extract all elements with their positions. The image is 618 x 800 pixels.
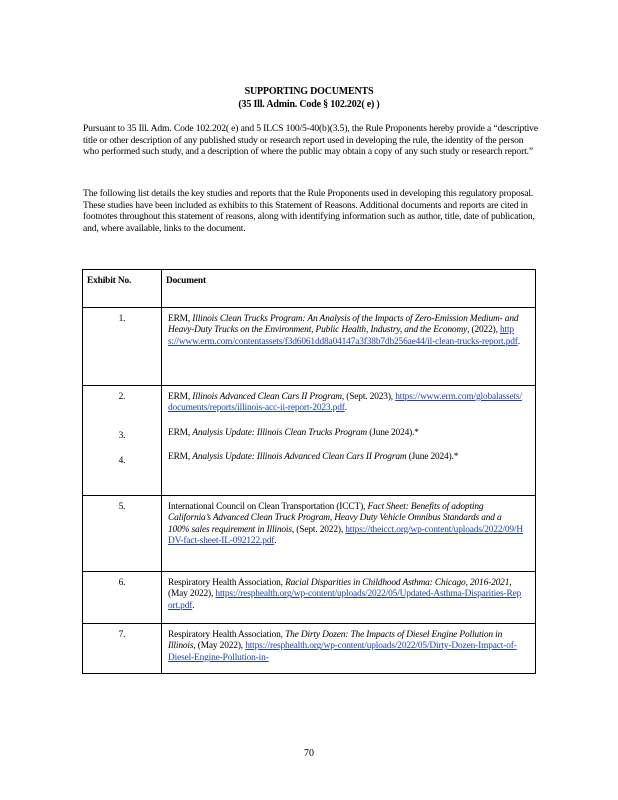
exhibit-title: Analysis Update: Illinois Advanced Clean Cars II Program xyxy=(192,452,407,463)
page-title: SUPPORTING DOCUMENTS xyxy=(244,86,374,97)
exhibit-details: , (Sept. 2023), xyxy=(341,392,394,402)
exhibit-document-group xyxy=(162,386,536,496)
exhibit-number: 1. xyxy=(83,308,162,386)
document-header: Document xyxy=(162,270,536,308)
exhibit-document xyxy=(168,428,523,439)
table-row xyxy=(83,308,536,386)
exhibit-suffix: . xyxy=(274,536,277,547)
exhibit-number: 6. xyxy=(83,572,162,624)
exhibit-details: , (Sept. 2022), xyxy=(291,524,344,535)
exhibit-link[interactable]: https://resphealth.org/wp-content/uploads/2022/05/Updated-Asthma-Disparities-Report.pdf xyxy=(168,589,522,611)
exhibit-link[interactable]: https://www.erm.com/globalassets/documents/reports/illinois-acc-ii-report-2023.pdf xyxy=(168,392,522,414)
exhibit-number: 3. xyxy=(118,431,126,442)
exhibit-document xyxy=(162,308,536,386)
exhibit-title: Illinois Advanced Clean Cars II Program xyxy=(192,392,342,402)
exhibit-link[interactable]: https://www.erm.com/contentassets/f3d6061dd8a04147a3f38b7db256ae44/il-clean-trucks-report.pdf xyxy=(168,325,518,347)
exhibit-link[interactable]: https://theicct.org/wp-content/uploads/2022/09/HDV-fact-sheet-IL-092122.pdf xyxy=(168,524,523,547)
exhibit-document xyxy=(168,452,523,463)
page-subtitle: (35 Ill. Admin. Code § 102.202( e) ) xyxy=(238,99,380,110)
exhibit-number: 5. xyxy=(83,496,162,572)
exhibit-suffix: . xyxy=(344,403,347,414)
exhibit-details: (June 2024).* xyxy=(406,452,459,463)
exhibit-suffix: . xyxy=(517,336,520,347)
exhibit-details: , (2022), xyxy=(467,325,498,336)
exhibits-table xyxy=(82,269,536,674)
exhibit-author: Respiratory Health Association, xyxy=(168,630,283,640)
exhibit-author: ERM, xyxy=(168,427,191,438)
exhibit-document xyxy=(162,572,536,624)
exhibit-document xyxy=(168,392,523,415)
table-row xyxy=(83,386,536,496)
exhibit-details: (June 2024).* xyxy=(367,427,419,438)
exhibit-number: 4. xyxy=(118,455,126,466)
exhibit-title: Analysis Update: Illinois Clean Trucks Program xyxy=(192,427,368,438)
exhibit-title: Racial Disparities in Childhood Asthma: Chicago, 2016-2021 xyxy=(285,578,510,588)
exhibit-title: Illinois Clean Trucks Program: An Analysis of the Impacts of Zero-Emission Medium- and Heavy-Duty Trucks on the Environment, Public Health, Industry, and the Economy xyxy=(168,314,519,336)
exhibit-author: Respiratory Health Association, xyxy=(168,578,283,588)
intro-paragraph: Pursuant to 35 Ill. Adm. Code 102.202( e) and 5 ILCS 100/5-40(b)(3.5), the Rule Proponents hereby provide a “descriptive title or other description of any published study or research report used in developing the rule, the identity of the person who performed such study, and a description of where the public may obtain a copy of any such study or research report.” xyxy=(83,123,538,158)
exhibit-author: ERM, xyxy=(168,392,191,402)
table-row xyxy=(83,496,536,572)
exhibit-suffix: . xyxy=(192,600,195,611)
exhibit-author: International Council on Clean Transportation (ICCT), xyxy=(168,502,366,512)
exhibit-title: The Dirty Dozen: The Impacts of Diesel Engine Pollution in Illinois xyxy=(168,630,503,652)
page-number: 70 xyxy=(304,748,314,759)
exhibit-number: 2. xyxy=(118,392,126,402)
exhibit-details: , (May 2022), xyxy=(193,641,243,652)
table-row xyxy=(83,624,536,674)
exhibit-number-group xyxy=(83,386,162,496)
exhibit-document xyxy=(162,624,536,674)
exhibit-details: , (May 2022), xyxy=(168,578,512,600)
table-header-row xyxy=(83,270,536,308)
exhibit-number: 7. xyxy=(83,624,162,674)
exhibit-title: Fact Sheet: Benefits of adopting California’s Advanced Clean Truck Program, Heavy Duty Vehicle Omnibus Standards and a 100% sales requirement in Illinois xyxy=(168,502,502,535)
exhibit-author: ERM, xyxy=(168,452,191,463)
list-paragraph: The following list details the key studies and reports that the Rule Proponents used in developing this regulatory proposal. These studies have been included as exhibits to this Statement of Reasons. Additional documents and reports are cited in footnotes throughout this statement of reasons, along with identifying information such as author, title, date of publication, and, where available, links to the document. xyxy=(83,188,535,234)
exhibit-author: ERM, xyxy=(168,314,191,324)
exhibit-link[interactable]: https://resphealth.org/wp-content/uploads/2022/05/Dirty-Dozen-Impact-of-Diesel-Engine-Pollution-in- xyxy=(168,641,517,663)
exhibit-document xyxy=(162,496,536,572)
table-row xyxy=(83,572,536,624)
exhibit-number-header: Exhibit No. xyxy=(83,270,162,308)
